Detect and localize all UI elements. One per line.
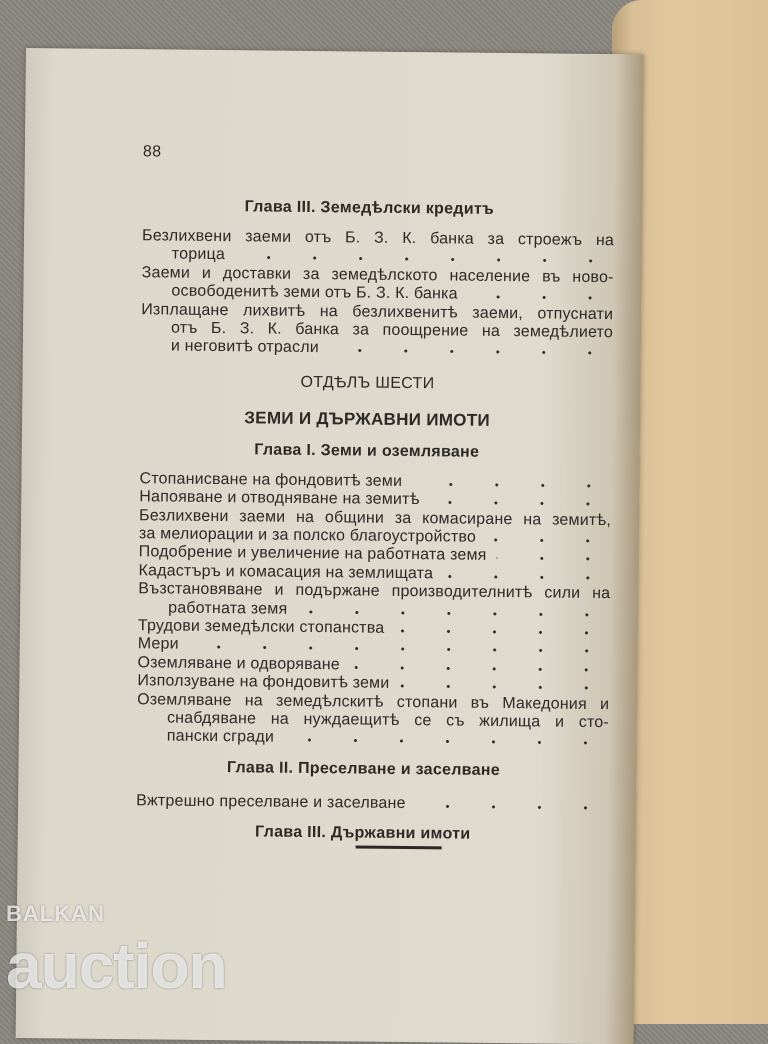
dot-leader [235, 256, 614, 264]
toc-entry-text: Безлихвени заеми на общини за комасиране на земитѣ, [139, 506, 612, 529]
toc-entry-text: снабдяване на нуждаещитѣ се съ жилища и сто- [166, 709, 610, 732]
toc-entry-text: Стопанисване на фондовитѣ земи [139, 470, 403, 490]
dot-leader [394, 629, 610, 635]
chapter-heading: Глава I. Земи и оземляване [254, 441, 480, 461]
toc-entry-text: и неговитѣ отрасли [170, 337, 320, 357]
toc-entry-text: Напояване и отводняване на земитѣ [139, 488, 420, 509]
watermark-logo-line1: BALKAN [6, 901, 105, 926]
dot-leader [443, 574, 610, 580]
watermark-logo-line2: auction [6, 930, 227, 1002]
toc-entry-text: Вжтрешно преселване и заселване [136, 791, 406, 812]
book-page [16, 48, 644, 1044]
dot-leader [497, 556, 611, 561]
toc-entry-text: Оземляване и одворяване [137, 653, 340, 674]
toc-entry-line [171, 338, 613, 360]
toc-entry-text: работната земя [168, 599, 288, 618]
toc-entry-text: Възстановяване и подържане производителнитѣ сили на [138, 580, 611, 603]
dot-leader [412, 482, 611, 488]
toc-entry-text: Използуване на фондовитѣ земи [137, 672, 390, 693]
division-heading: ОТДѢЛЪ ШЕСТИ [300, 373, 435, 393]
toc-entry-text: Заеми и доставки за земедѣлското население въ ново- [141, 264, 614, 286]
closing-rule [356, 845, 442, 849]
toc-entry-text: Мери [137, 635, 179, 654]
dot-leader [350, 665, 610, 672]
dot-leader [486, 538, 611, 543]
part-heading: ЗЕМИ И ДЪРЖАВНИ ИМОТИ [244, 408, 491, 430]
toc-entry-line [136, 792, 608, 814]
toc-entry-text: отъ Б. З. К. банка за поощрение на земедѣлието [170, 319, 614, 342]
toc-entry-text: за мелиорации и за полско благоустройство [138, 525, 477, 546]
dot-leader [468, 295, 614, 301]
toc-entry-text: торица [171, 245, 226, 264]
chapter-heading: Глава III. Земедѣлски кредитъ [244, 198, 495, 218]
toc-entry-line [167, 728, 609, 750]
dot-leader [416, 804, 608, 810]
dot-leader [329, 349, 613, 356]
chapter-heading: Глава III. Държавни имоти [255, 823, 471, 843]
page-number: 88 [142, 143, 162, 161]
chapter-heading: Глава II. Преселване и заселване [226, 758, 501, 779]
dot-leader [297, 609, 610, 616]
toc-entry-text: Кадастъръ и комасация на землищата [138, 562, 434, 583]
toc-entry-text: пански сгради [166, 727, 275, 747]
toc-entry-text: Безлихвени заеми отъ Б. З. К. банка за строежъ на [141, 227, 615, 250]
dot-leader [284, 738, 609, 745]
dot-leader [189, 645, 610, 653]
toc-entry-text: Подобрение и увеличение на работната земя [138, 543, 487, 565]
toc-entry-text: освободенитѣ земи отъ Б. З. К. банка [171, 282, 458, 303]
toc-entry-text: Изплащане лихвитѣ на безлихвенитѣ заеми, отпуснати [141, 300, 614, 323]
dot-leader [430, 500, 612, 506]
toc-entry-text: Оземляване на земедѣлскитѣ стопани въ Македония и [137, 690, 610, 713]
dot-leader [399, 684, 609, 690]
toc-entry-text: Трудови земедѣлски стопанства [137, 617, 385, 637]
